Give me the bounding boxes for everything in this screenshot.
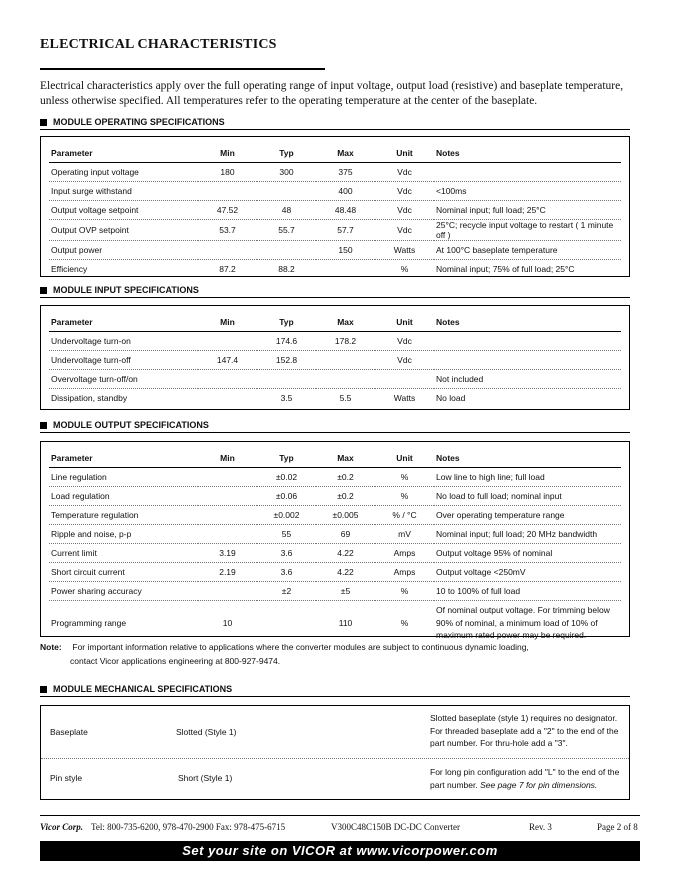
cell-max: 400	[316, 182, 375, 201]
cell-notes: Output voltage <250mV	[434, 563, 621, 582]
cell-typ: ±2	[257, 582, 316, 601]
cell-min	[198, 241, 257, 260]
cell-typ	[257, 241, 316, 260]
cell-max	[316, 351, 375, 370]
cell-min	[198, 506, 257, 525]
cell-parameter: Operating input voltage	[49, 163, 198, 182]
cell-parameter: Line regulation	[49, 468, 198, 487]
cell-notes	[434, 332, 621, 351]
header-notes: Notes	[434, 313, 621, 332]
cell-parameter: Efficiency	[51, 264, 88, 274]
input-spec-box	[40, 305, 630, 410]
footer-page-number: Page 2 of 8	[597, 822, 638, 832]
operating-spec-box	[40, 136, 630, 277]
table-row	[49, 201, 621, 220]
cell-unit: Vdc	[375, 332, 434, 351]
mechanical-heading-label: MODULE MECHANICAL SPECIFICATIONS	[53, 684, 233, 694]
cell-typ: 55.7	[257, 220, 316, 241]
cell-notes: <100ms	[434, 182, 621, 201]
input-section-rule	[40, 297, 630, 298]
cell-unit: Vdc	[375, 220, 434, 241]
header-max: Max	[316, 144, 375, 163]
table-header-row	[49, 144, 621, 163]
header-max: Max	[316, 449, 375, 468]
cell-unit: Amps	[375, 544, 434, 563]
table-row	[49, 525, 621, 544]
note-label: Note:	[40, 642, 62, 652]
input-section-heading	[40, 285, 199, 295]
cell-parameter: Ripple and noise, p-p	[49, 525, 198, 544]
header-unit: Unit	[375, 144, 434, 163]
cell-notes: 10 to 100% of full load	[434, 582, 621, 601]
cell-unit: %	[400, 617, 409, 628]
cell-notes: Nominal input; 75% of full load; 25°C	[436, 264, 575, 274]
cell-min	[198, 389, 257, 408]
header-min: Min	[198, 144, 257, 163]
cell-parameter: Overvoltage turn-off/on	[49, 370, 198, 389]
operating-spec-table	[49, 144, 621, 278]
table-row	[49, 389, 621, 408]
cell-typ: ±0.06	[257, 487, 316, 506]
cell-unit: %	[375, 468, 434, 487]
cell-min	[198, 525, 257, 544]
cell-min: 147.4	[198, 351, 257, 370]
cell-notes: No load	[436, 393, 466, 403]
cell-min: 180	[198, 163, 257, 182]
table-row	[49, 487, 621, 506]
cell-notes: Not included	[434, 370, 621, 389]
table-row	[49, 260, 621, 279]
footer-company: Vicor Corp.	[40, 822, 84, 832]
cell-typ: 3.6	[257, 544, 316, 563]
note-line-1: For important information relative to applications where the converter modules are subject to continuous dynamic loading,	[72, 642, 529, 652]
table-row	[49, 182, 621, 201]
cell-typ	[257, 601, 316, 645]
cell-min	[198, 370, 257, 389]
cell-max	[316, 370, 375, 389]
footer-revision: Rev. 3	[529, 822, 552, 832]
table-row	[49, 163, 621, 182]
cell-notes: Of nominal output voltage. For trimming below 90% of nominal, a minimum load of 10% of maximum rated power may be required.	[436, 605, 610, 640]
bullet-square-icon	[40, 686, 47, 693]
cell-typ: 88.2	[278, 264, 295, 274]
cell-unit: Amps	[375, 563, 434, 582]
cell-typ: 300	[257, 163, 316, 182]
cell-typ: 3.5	[280, 393, 293, 403]
cell-parameter: Load regulation	[49, 487, 198, 506]
baseplate-row	[41, 706, 629, 759]
cell-max: 5.5	[339, 393, 352, 403]
cell-max: 178.2	[316, 332, 375, 351]
header-min: Min	[198, 449, 257, 468]
cell-max: ±0.005	[316, 506, 375, 525]
table-row	[49, 370, 621, 389]
cell-parameter: Undervoltage turn-on	[49, 332, 198, 351]
cell-unit: Vdc	[375, 351, 434, 370]
table-row	[49, 241, 621, 260]
cell-parameter: Temperature regulation	[49, 506, 198, 525]
header-notes: Notes	[434, 144, 621, 163]
pin-dimensions-reference: See page 7 for pin dimensions.	[480, 779, 598, 790]
cell-typ: 152.8	[257, 351, 316, 370]
pin-style-note	[430, 766, 625, 791]
cell-parameter: Current limit	[49, 544, 198, 563]
cell-max	[316, 260, 375, 279]
cell-typ: 3.6	[257, 563, 316, 582]
cell-parameter: Undervoltage turn-off	[49, 351, 198, 370]
output-section-heading	[40, 420, 209, 430]
cell-parameter: Output OVP setpoint	[49, 220, 198, 241]
cell-unit: Watts	[393, 393, 416, 403]
cell-notes	[434, 351, 621, 370]
header-min: Min	[198, 313, 257, 332]
cell-typ: 174.6	[257, 332, 316, 351]
cell-unit: Vdc	[375, 201, 434, 220]
cell-min: 2.19	[198, 563, 257, 582]
header-parameter: Parameter	[49, 449, 198, 468]
header-typ: Typ	[257, 313, 316, 332]
operating-section-rule	[40, 129, 630, 130]
title-divider	[40, 68, 325, 70]
cell-max: ±5	[316, 582, 375, 601]
cell-typ	[257, 182, 316, 201]
header-max: Max	[316, 313, 375, 332]
header-parameter: Parameter	[49, 313, 198, 332]
cell-unit	[375, 370, 434, 389]
cell-notes: No load to full load; nominal input	[434, 487, 621, 506]
pin-style-label: Pin style	[50, 773, 83, 783]
cell-notes	[434, 163, 621, 182]
pin-style-value: Short (Style 1)	[178, 773, 233, 783]
cell-min: 10	[222, 617, 233, 628]
table-row	[49, 544, 621, 563]
cell-max: 4.22	[316, 544, 375, 563]
cell-max: 4.22	[316, 563, 375, 582]
table-row	[49, 506, 621, 525]
table-row	[49, 468, 621, 487]
cell-notes: Nominal input; full load; 20 MHz bandwidth	[434, 525, 621, 544]
cell-typ	[257, 370, 316, 389]
baseplate-note: Slotted baseplate (style 1) requires no designator. For threaded baseplate add a "2" to the end of the part number. For thru-hole add a "3".	[430, 713, 619, 748]
cell-max: 110	[338, 617, 353, 628]
cell-parameter: Dissipation, standby	[51, 393, 128, 403]
cell-parameter: Input surge withstand	[49, 182, 198, 201]
cell-min: 47.52	[198, 201, 257, 220]
cell-typ: ±0.02	[257, 468, 316, 487]
cell-min	[198, 182, 257, 201]
input-spec-table	[49, 313, 621, 407]
operating-heading-label: MODULE OPERATING SPECIFICATIONS	[53, 117, 225, 127]
input-heading-label: MODULE INPUT SPECIFICATIONS	[53, 285, 199, 295]
header-typ: Typ	[257, 449, 316, 468]
table-row	[49, 601, 621, 645]
cell-max: 48.48	[316, 201, 375, 220]
cell-typ: 48	[257, 201, 316, 220]
cell-max: ±0.2	[316, 487, 375, 506]
cell-parameter: Output power	[49, 241, 198, 260]
cell-min: 53.7	[198, 220, 257, 241]
cell-max: 375	[316, 163, 375, 182]
cell-unit: Vdc	[375, 163, 434, 182]
operating-section-heading	[40, 117, 225, 127]
output-section-rule	[40, 432, 630, 433]
bullet-square-icon	[40, 287, 47, 294]
table-row	[49, 582, 621, 601]
header-unit: Unit	[375, 313, 434, 332]
cell-parameter: Output voltage setpoint	[49, 201, 198, 220]
cell-notes: Output voltage 95% of nominal	[434, 544, 621, 563]
output-spec-box	[40, 441, 630, 640]
cell-unit: %	[375, 487, 434, 506]
header-parameter: Parameter	[49, 144, 198, 163]
table-header-row	[49, 313, 621, 332]
cell-min	[198, 332, 257, 351]
cell-max: 57.7	[316, 220, 375, 241]
table-row	[49, 351, 621, 370]
footer-contacts: Tel: 800-735-6200, 978-470-2900 Fax: 978-475-6715	[91, 822, 286, 832]
header-typ: Typ	[257, 144, 316, 163]
cell-notes: Over operating temperature range	[434, 506, 621, 525]
cell-min: 3.19	[198, 544, 257, 563]
cell-max: 69	[316, 525, 375, 544]
table-row	[49, 332, 621, 351]
baseplate-value: Slotted (Style 1)	[176, 727, 237, 737]
cell-typ: 55	[257, 525, 316, 544]
cell-notes: 25°C; recycle input voltage to restart ( 1 minute off )	[434, 220, 621, 241]
header-unit: Unit	[375, 449, 434, 468]
cell-unit: % / °C	[375, 506, 434, 525]
cell-min: 87.2	[219, 264, 236, 274]
cell-parameter: Short circuit current	[49, 563, 198, 582]
header-notes: Notes	[434, 449, 621, 468]
cell-notes: At 100°C baseplate temperature	[434, 241, 621, 260]
mechanical-section-heading	[40, 684, 232, 694]
cell-parameter: Programming range	[51, 617, 127, 628]
cell-max: ±0.2	[316, 468, 375, 487]
cell-min	[198, 582, 257, 601]
cell-notes: Nominal input; full load; 25°C	[434, 201, 621, 220]
page-title: ELECTRICAL CHARACTERISTICS	[40, 37, 277, 52]
vicor-website-banner: Set your site on VICOR at www.vicorpower.com	[40, 841, 640, 861]
pin-style-note-text: For long pin configuration add "L" to the end of the part number.	[430, 767, 620, 790]
bullet-square-icon	[40, 422, 47, 429]
cell-unit: mV	[375, 525, 434, 544]
cell-min	[198, 487, 257, 506]
pin-style-row	[41, 759, 629, 799]
cell-min	[198, 468, 257, 487]
cell-notes: Low line to high line; full load	[434, 468, 621, 487]
output-spec-table	[49, 449, 621, 645]
table-row	[49, 563, 621, 582]
cell-unit: %	[400, 264, 409, 274]
cell-unit: Watts	[375, 241, 434, 260]
table-row	[49, 220, 621, 241]
footer-product: V300C48C150B DC-DC Converter	[331, 822, 460, 832]
footer-rule	[40, 815, 640, 816]
cell-parameter: Power sharing accuracy	[49, 582, 198, 601]
cell-typ: ±0.002	[257, 506, 316, 525]
baseplate-label: Baseplate	[50, 727, 88, 737]
mechanical-section-rule	[40, 696, 630, 697]
note-line-2: contact Vicor applications engineering at 800-927-9474.	[70, 656, 281, 666]
bullet-square-icon	[40, 119, 47, 126]
application-note	[40, 640, 529, 668]
cell-unit: Vdc	[375, 182, 434, 201]
table-header-row	[49, 449, 621, 468]
output-heading-label: MODULE OUTPUT SPECIFICATIONS	[53, 420, 209, 430]
cell-max: 150	[316, 241, 375, 260]
mechanical-spec-box	[40, 705, 630, 800]
intro-paragraph: Electrical characteristics apply over the full operating range of input voltage, output load (resistive) and baseplate temperature, unless otherwise specified. All temperatures refer to the operating temperature at the center of the baseplate.	[40, 80, 624, 107]
cell-unit: %	[375, 582, 434, 601]
